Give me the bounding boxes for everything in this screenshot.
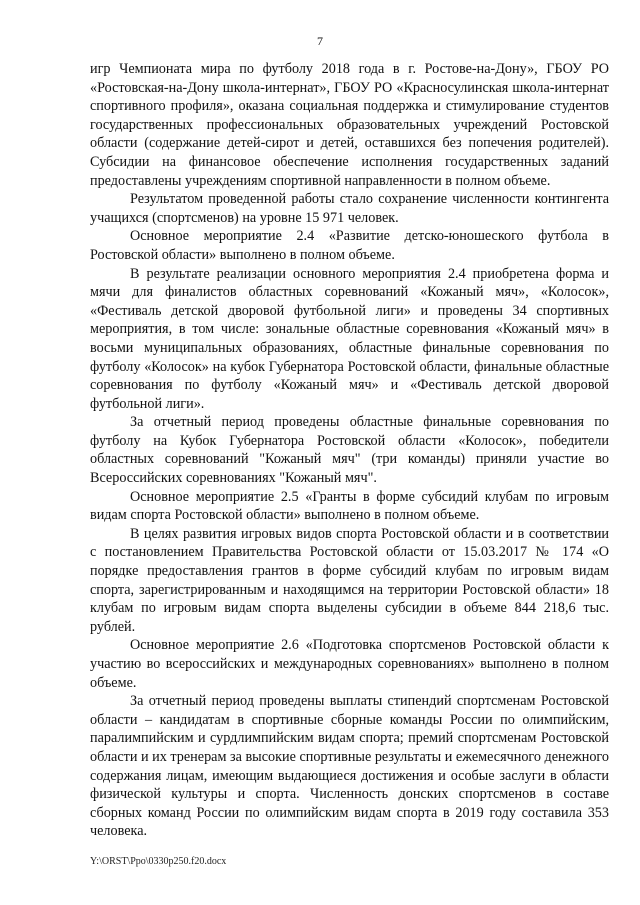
page-number: 7 [317,34,323,48]
paragraph-measure-2-4-results: В результате реализации основного мероприятия 2.4 приобретена форма и мячи для финалистов областных соревнований «Кожаный мяч», «Колосок», «Фестиваль детской дворовой футбольной лиги» и проведены 34 спортивных мероприятия, в том числе: зональные областные соревнования «Кожаный мяч» в восьми муниципальных образованиях, областные финальные соревнования по футболу «Колосок» на кубок Губернатора Ростовской области, финальные областные соревнования по футболу «Кожаный мяч» и «Фестиваль детской дворовой футбольной лиги». [90,265,609,412]
paragraph-continued-from-previous-page: игр Чемпионата мира по футболу 2018 года в г. Ростове-на-Дону», ГБОУ РО «Ростовская-на-Дону школа-интернат», ГБОУ РО «Красносулинская школа-интернат спортивного профиля», оказана социальная поддержка и стимулирование студентов государственных профессиональных образовательных учреждений Ростовской области (содержание детей-сирот и детей, оставшихся без попечения родителей). Субсидии на финансовое обеспечение исполнения государственных заданий предоставлены учреждениям спортивной направленности в полном объеме. [90,61,609,189]
document-body [90,60,609,841]
paragraph-measure-2-5-grants: В целях развития игровых видов спорта Ростовской области и в соответствии с постановлением Правительства Ростовской области от 15.03.2017 № 174 «О порядке предоставления грантов в форме субсидий клубам по игровым видам спорта, зарегистрированным и находящимся на территории Ростовской области» 18 клубам по игровым видам спорта выделены субсидии в объеме 844 218,6 тыс. рублей. [90,525,609,635]
paragraph-contingent-result: Результатом проведенной работы стало сохранение численности контингента учащихся (спортсменов) на уровне 15 971 человек. [90,191,609,226]
footer-file-path: Y:\ORST\Ppo\0330p250.f20.docx [90,856,227,867]
paragraph-football-finals: За отчетный период проведены областные финальные соревнования по футболу на Кубок Губернатора Ростовской области «Колосок», победители областных соревнований "Кожаный мяч" (три команды) приняли участие во Всероссийских соревнованиях "Кожаный мяч". [90,414,609,487]
paragraph-scholarships: За отчетный период проведены выплаты стипендий спортсменам Ростовской области – кандидатам в спортивные сборные команды России по олимпийским, паралимпийским и сурдлимпийским видам спорта; премий спортсменам Ростовской области и их тренерам за высокие спортивные результаты и ежемесячного денежного содержания лицам, имеющим выдающиеся достижения и особые заслуги в области физической культуры и спорта. Численность донских спортсменов в составе сборных команд России по олимпийским видам спорта в 2019 году составила 353 человека. [90,693,609,840]
paragraph-measure-2-5: Основное мероприятие 2.5 «Гранты в форме субсидий клубам по игровым видам спорта Ростовской области» выполнено в полном объеме. [90,488,609,524]
paragraph-measure-2-4: Основное мероприятие 2.4 «Развитие детско-юношеского футбола в Ростовской области» выполнено в полном объеме. [90,228,609,263]
paragraph-measure-2-6: Основное мероприятие 2.6 «Подготовка спортсменов Ростовской области к участию во всероссийских и международных соревнованиях» выполнено в полном объеме. [90,637,609,691]
